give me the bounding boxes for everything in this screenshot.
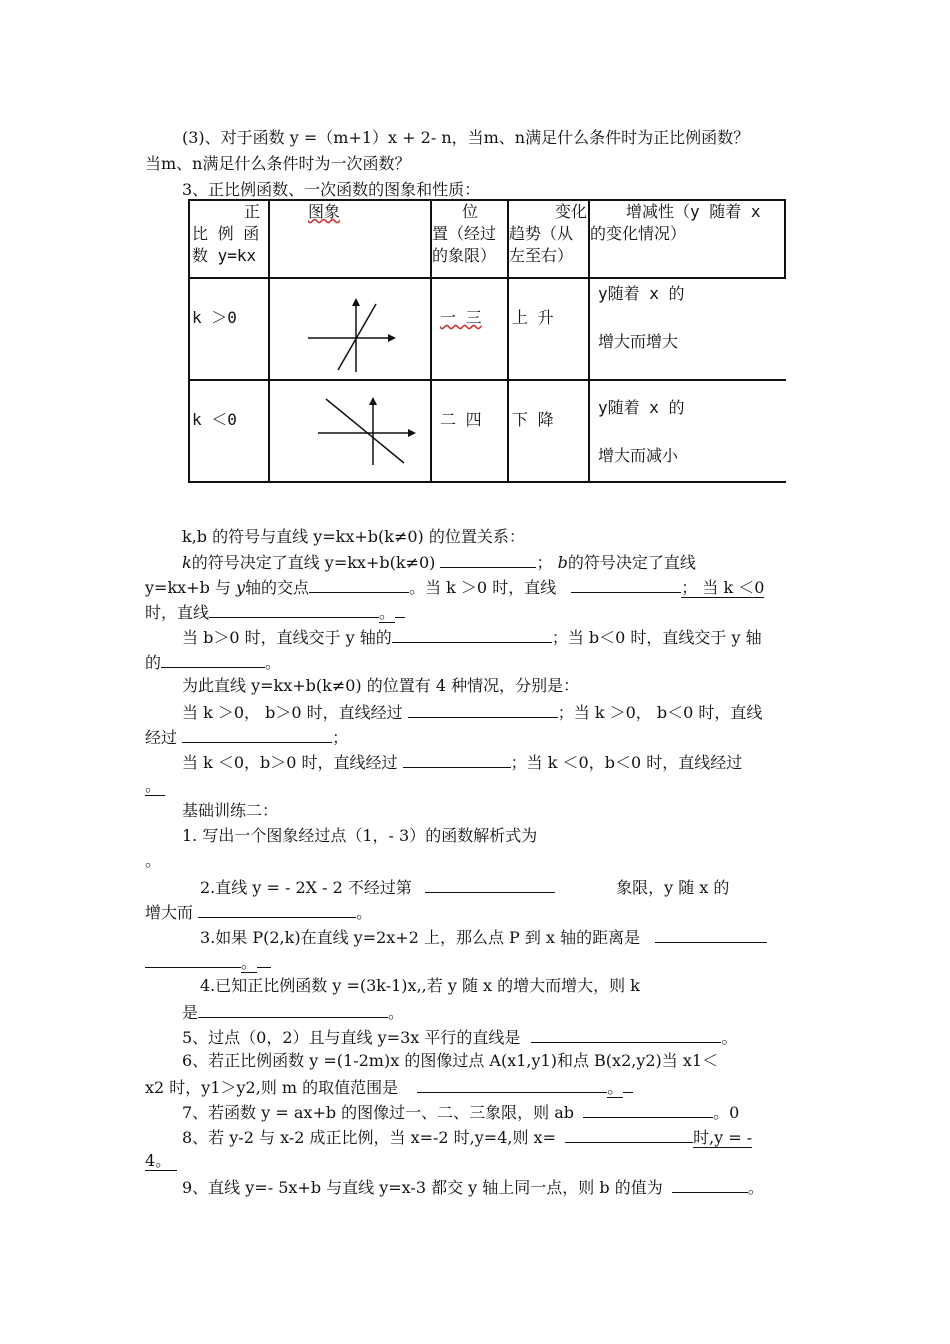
kb-l3b: 。 [379, 603, 396, 622]
kb-line3 [145, 601, 405, 623]
kb-line9 [182, 751, 742, 773]
kb-line4 [182, 626, 762, 648]
row2-quadrants: 二 四 [440, 410, 482, 429]
blank-k-positive[interactable] [571, 576, 681, 593]
q9-text: 9、直线 y=- 5x+b 与直线 y=x-3 都交 y 轴上同一点，则 b 的值为 [182, 1178, 663, 1197]
q6-line2 [145, 1076, 633, 1098]
kb-l8b: ； [332, 728, 349, 747]
q5-end: 。 [721, 1028, 738, 1047]
properties-table [188, 199, 786, 483]
q2-text3: 增大而 [145, 903, 194, 922]
q7-text: 7、若函数 y = ax+b 的图像过一、二、三象限，则 ab [182, 1103, 575, 1122]
q6-line: 6、若正比例函数 y =(1-2m)x 的图像过点 A(x1,y1)和点 B(x2,y2)当 x1＜ [182, 1051, 719, 1070]
kb-l2d: 。当 k ＞0 时，直线 [409, 578, 557, 597]
blank-q3-tail [257, 951, 271, 968]
row2-condition: k ＜0 [192, 410, 237, 429]
table-border-bottom [188, 481, 786, 483]
header-col1-l2: 比 例 函 [192, 224, 260, 243]
q8-line [182, 1126, 752, 1148]
q3-line [200, 926, 767, 948]
blank-b-negative[interactable] [161, 651, 265, 668]
kb-line1 [182, 551, 696, 573]
table-border-row [188, 379, 786, 381]
kb-l2b: y [236, 578, 246, 597]
blank-case2[interactable] [182, 726, 332, 743]
q3-line2 [145, 951, 271, 973]
header-col1-l3: 数 y=kx [192, 246, 257, 265]
table-border-header [188, 277, 785, 279]
row2-mono-l1: y随着 x 的 [598, 398, 685, 417]
blank-q2-trend[interactable] [198, 901, 356, 918]
blank-k-negative[interactable] [209, 601, 379, 618]
section3-title: 3、正比例函数、一次函数的图象和性质： [182, 180, 481, 199]
kb-l1b: 的符号决定了直线 y=kx+b(k≠0) [191, 553, 436, 572]
header-col4-l1: 变化 [554, 202, 587, 221]
blank-q3-distance-cont[interactable] [145, 951, 241, 968]
q5-text: 5、过点（0，2）且与直线 y=3x 平行的直线是 [182, 1028, 521, 1047]
blank-q7-ab[interactable] [583, 1101, 713, 1118]
kb-l9a: 当 k ＜0，b＞0 时，直线经过 [182, 753, 398, 772]
kb-line6: 为此直线 y=kx+b(k≠0) 的位置有 4 种情况，分别是： [182, 676, 580, 695]
graph-decreasing-icon [308, 395, 420, 467]
kb-l9b: ；当 k ＜0，b＜0 时，直线经过 [510, 753, 743, 772]
header-col3 [432, 201, 508, 267]
kb-l2a: y=kx+b 与 [145, 578, 231, 597]
blank-q6-tail [623, 1076, 633, 1093]
q4-line: 4.已知正比例函数 y =(3k-1)x,,若 y 随 x 的增大而增大，则 k [200, 976, 640, 995]
kb-intro: k,b 的符号与直线 y=kx+b(k≠0) 的位置关系： [182, 527, 525, 546]
header-col4-l2: 趋势（从 [509, 224, 574, 243]
row2-mono-l2: 增大而减小 [598, 446, 679, 465]
q2-text2: 象限，y 随 x 的 [616, 878, 730, 897]
blank-case3[interactable] [403, 751, 511, 768]
blank-q2-quadrant[interactable] [425, 876, 555, 893]
q6-text: x2 时，y1＞y2,则 m 的取值范围是 [145, 1078, 399, 1097]
kb-l5a: 的 [145, 653, 162, 672]
q8-line2 [145, 1151, 177, 1171]
row1-mono-l1: y随着 x 的 [598, 284, 685, 303]
row1-condition: k ＞0 [192, 308, 237, 327]
blank-q4-k[interactable] [198, 1001, 388, 1018]
q7-end: 。0 [713, 1103, 740, 1122]
q4-end: 。 [388, 1003, 405, 1022]
row1-trend: 上 升 [512, 308, 554, 327]
kb-l4a: 当 b＞0 时，直线交于 y 轴的 [182, 628, 392, 647]
kb-l7b: ；当 k ＞0， b＜0 时，直线 [557, 703, 763, 722]
blank-q5-line[interactable] [531, 1026, 721, 1043]
header-col3-l3: 的象限） [432, 246, 497, 265]
q5-line [182, 1026, 737, 1048]
header-col2 [308, 201, 340, 223]
header-col5 [590, 201, 786, 245]
q1-line: 1. 写出一个图象经过点（1，- 3）的函数解析式为 [182, 826, 538, 845]
graph-increasing-icon [298, 294, 398, 376]
kb-l1d: b [557, 553, 568, 572]
q4-text: 是 [182, 1003, 199, 1022]
kb-l1c: ； [536, 553, 553, 572]
blank-k-sign[interactable] [440, 551, 536, 568]
kb-line8 [145, 726, 348, 748]
q7-line [182, 1101, 739, 1123]
kb-l1a: k [182, 553, 192, 572]
blank-q6-range[interactable] [417, 1076, 607, 1093]
kb-line2 [145, 576, 764, 598]
kb-line10 [145, 776, 165, 796]
header-col3-l2: 置（经过 [432, 224, 497, 243]
blank-case1[interactable] [408, 701, 558, 718]
header-col1-l1: 正 [243, 202, 260, 221]
header-col4 [509, 201, 587, 267]
kb-l10[interactable]: 。 [145, 776, 165, 796]
kb-l4b: ；当 b＜0 时，直线交于 y 轴 [551, 628, 762, 647]
q8-text: 8、若 y-2 与 x-2 成正比例，当 x=-2 时,y=4,则 x= [182, 1128, 556, 1147]
blank-q3-distance[interactable] [655, 926, 767, 943]
kb-line5 [145, 651, 281, 673]
table-col-line-1 [268, 199, 270, 483]
row1-quadrants: 一 三 [440, 308, 482, 327]
kb-l2c: 轴的交点 [245, 578, 310, 597]
header-col3-l1: 位 [461, 202, 478, 221]
header-col5-l2: 的变化情况） [590, 224, 687, 243]
q3-line1: (3)、对于函数 y =（m+1）x + 2- n，当m、n满足什么条件时为正比例函数？ [182, 128, 750, 147]
q2-line2 [145, 901, 372, 923]
kb-l2e: ； 当 k ＜0 [681, 578, 765, 597]
q9-end: 。 [747, 1178, 764, 1197]
kb-l8a: 经过 [145, 728, 178, 747]
header-col1 [192, 201, 266, 267]
kb-l5b: 。 [265, 653, 282, 672]
training-title: 基础训练二： [182, 801, 279, 820]
blank-q9-b[interactable] [672, 1176, 748, 1193]
table-col-line-0 [188, 199, 190, 483]
row2-trend: 下 降 [512, 410, 554, 429]
q2-text: 2.直线 y = - 2X - 2 不经过第 [200, 878, 412, 897]
blank-k-negative-tail [395, 601, 405, 618]
q3-text: 3.如果 P(2,k)在直线 y=2x+2 上，那么点 P 到 x 轴的距离是 [200, 928, 641, 947]
header-col4-l3: 左至右） [509, 246, 574, 265]
kb-line7 [182, 701, 762, 723]
blank-intercept[interactable] [309, 576, 409, 593]
kb-l7a: 当 k ＞0， b＞0 时，直线经过 [182, 703, 403, 722]
blank-q8-x[interactable] [565, 1126, 693, 1143]
row1-mono-l2: 增大而增大 [598, 332, 679, 351]
q8-end: 4。 [145, 1151, 177, 1171]
q8-text2: 时,y = - [693, 1128, 753, 1147]
q2-text4: 。 [356, 903, 373, 922]
q1-end: 。 [145, 851, 162, 870]
q2-line [200, 876, 729, 898]
q4-line2 [182, 1001, 404, 1023]
blank-b-positive[interactable] [392, 626, 552, 643]
q3-end: 。 [241, 953, 258, 972]
header-col5-l1: 增减性（y 随着 x [626, 202, 761, 221]
kb-l1e: 的符号决定了直线 [567, 553, 696, 572]
q9-line [182, 1176, 764, 1198]
q6-end: 。 [607, 1078, 624, 1097]
q3-line2: 当m、n满足什么条件时为一次函数？ [145, 154, 411, 173]
kb-l3a: 时，直线 [145, 603, 210, 622]
header-col2-label: 图象 [308, 202, 341, 221]
